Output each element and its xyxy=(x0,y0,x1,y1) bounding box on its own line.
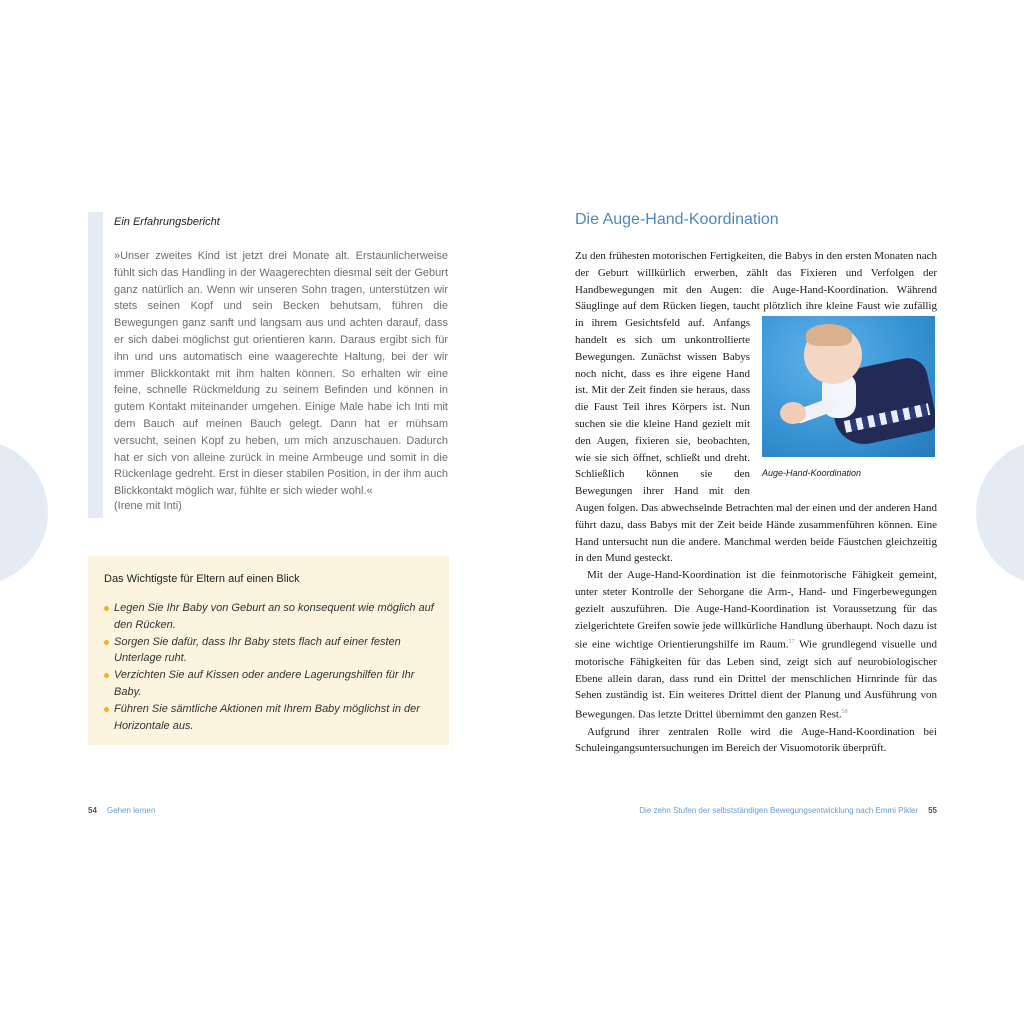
paragraph xyxy=(575,567,937,723)
bullet-dot-icon xyxy=(104,640,109,645)
testimonial-signature: (Irene mit Inti) xyxy=(114,500,182,512)
key-point-text: Führen Sie sämtliche Aktionen mit Ihrem Baby möglichst in der Horizontale aus. xyxy=(114,702,420,732)
testimonial-accent-bar xyxy=(88,212,103,518)
photo-caption: Auge-Hand-Koordination xyxy=(762,468,862,479)
photo-hair-shape xyxy=(806,324,852,346)
key-point-item xyxy=(104,634,436,668)
key-point-item xyxy=(104,667,436,701)
paragraph xyxy=(575,248,937,567)
photo-figure xyxy=(762,316,937,482)
testimonial-title: Ein Erfahrungsbericht xyxy=(114,216,220,228)
key-points-list xyxy=(104,600,436,734)
testimonial-block xyxy=(88,212,450,518)
key-point-text: Verzichten Sie auf Kissen oder andere Lagerungshilfen für Ihr Baby. xyxy=(114,669,415,698)
key-point-item xyxy=(104,600,436,634)
bullet-dot-icon xyxy=(104,673,109,678)
section-heading: Die Auge-Hand-Koordination xyxy=(575,211,779,228)
testimonial-text: »Unser zweites Kind ist jetzt drei Monate alt. Erstaunlicherweise fühlt sich das Handling in der Waagerechten diesmal seit der Geburt ganz natürlich an. Wenn wir unseren Sohn tragen, unterstützen wir stets seinen Kopf und sein Becken behutsam, führen die Bewegungen ganz sanft und langsam aus und achten darauf, dass er sich dabei möglichst gut orientieren kann. Daraus ergibt sich für ihn und uns automatisch eine waagerechte Haltung, bei der wir immer Blickkontakt mit ihm halten können. So erhalten wir eine feine, schnelle Rückmeldung zu seinem Befinden und können in gutem Kontakt miteinander umgehen. Einige Male habe ich Inti mit dem Bauch auf meinen Bauch gelegt. Dann hat er mühsam versucht, seinen Kopf zu heben, um mich anzuschauen. Dadurch hat er sich von alleine zurück in meine Armbeuge und somit in die Rückenlage gedreht. Erst in dieser stabilen Position, in der ihm auch Blickkontakt möglich war, fühlte er sich wieder wohl.« xyxy=(114,250,448,498)
paragraph-text: Mit der Auge-Hand-Koordination ist die feinmotorische Fähigkeit gemeint, unter steter Kontrolle der Sehorgane die Arm-, Hand- und Fingerbewegungen gezielt auszuführen. Die Auge-Hand-Koordination ist Voraussetzung für das zielgerichtete Greifen sowie jede willkürliche Handlung überhaupt. Noch dazu ist sie eine wichtige Orientierungshilfe im Raum. xyxy=(575,569,937,651)
baby-photo xyxy=(762,316,935,457)
decorative-edge-circle-right xyxy=(976,440,1024,585)
page-number: 54 xyxy=(88,806,97,815)
left-page-footer xyxy=(88,806,155,815)
key-point-text: Legen Sie Ihr Baby von Geburt an so konsequent wie möglich auf den Rücken. xyxy=(114,602,434,631)
key-point-text: Sorgen Sie dafür, dass Ihr Baby stets flach auf einer festen Unterlage ruht. xyxy=(114,635,401,665)
running-footer-section: Gehen lernen xyxy=(106,806,156,815)
bullet-dot-icon xyxy=(104,707,109,712)
paragraph-text: Anfangs handelt es sich um unkontrollierte Bewegungen. Zunächst wissen Babys noch nicht, dass es ihre eigene Hand ist. Mit der Zeit finden sie heraus, dass die Faust Teil ihres Körpers ist. Nun suchen sie die kleine Hand gezielt mit den Augen, fixieren sie, beobachten, wie sie sich öffnet, schließt und dreht. Schließlich können sie den Bewegungen ihrer Hand mit den Augen folgen. Das abwechselnde Betrachten mal der einen und der anderen Hand führt dazu, dass Babys mit der Zeit beide Hände zusammenführen können. Eine Hand untersucht nun die andere. Manchmal werden beide Fäustchen gleichzeitig in den Mund gesteckt. xyxy=(575,317,937,565)
page-number: 55 xyxy=(928,806,937,815)
paragraph-text: Zu den frühesten motorischen Fertigkeiten, die Babys in den ersten Monaten nach der Geburt willkürlich erwerben, zählt das Fixieren und Verfolgen der Handbewegungen mit den Augen: die Auge-Hand-Koordination. Während Säuglinge auf dem Rücken liegen, taucht plötzlich ihre kleine Faust wie zufällig in ihrem Gesichtsfeld auf. xyxy=(575,250,937,330)
key-point-item xyxy=(104,701,436,735)
footnote-marker[interactable]: 58 xyxy=(841,709,848,716)
paragraph-text: Wie grundlegend visuelle und motorische Fähigkeiten für das Leben sind, zeigt sich auf neurobiologischer Ebene allein daran, dass rund ein Drittel der menschlichen Hirnrinde für das Sehen zuständig ist. Ein weiteres Drittel dient der Planung und Ausführung von Bewegungen. Das letzte Drittel übernimmt den ganzen Rest. xyxy=(575,638,937,721)
decorative-edge-circle-left xyxy=(0,440,48,585)
running-footer-section: Die zehn Stufen der selbstständigen Bewegungsentwicklung nach Emmi Pikler xyxy=(639,806,919,815)
paragraph-text: Aufgrund ihrer zentralen Rolle wird die Auge-Hand-Koordination bei Schuleingangsuntersuchungen im Bereich der Visuomotorik überprüft. xyxy=(575,725,937,755)
key-points-box xyxy=(88,556,449,745)
key-points-title: Das Wichtigste für Eltern auf einen Blick xyxy=(104,573,300,585)
right-page-footer xyxy=(560,806,937,815)
footnote-marker[interactable]: 57 xyxy=(788,639,795,646)
bullet-dot-icon xyxy=(104,606,109,611)
paragraph xyxy=(575,724,937,758)
body-text xyxy=(575,248,937,757)
